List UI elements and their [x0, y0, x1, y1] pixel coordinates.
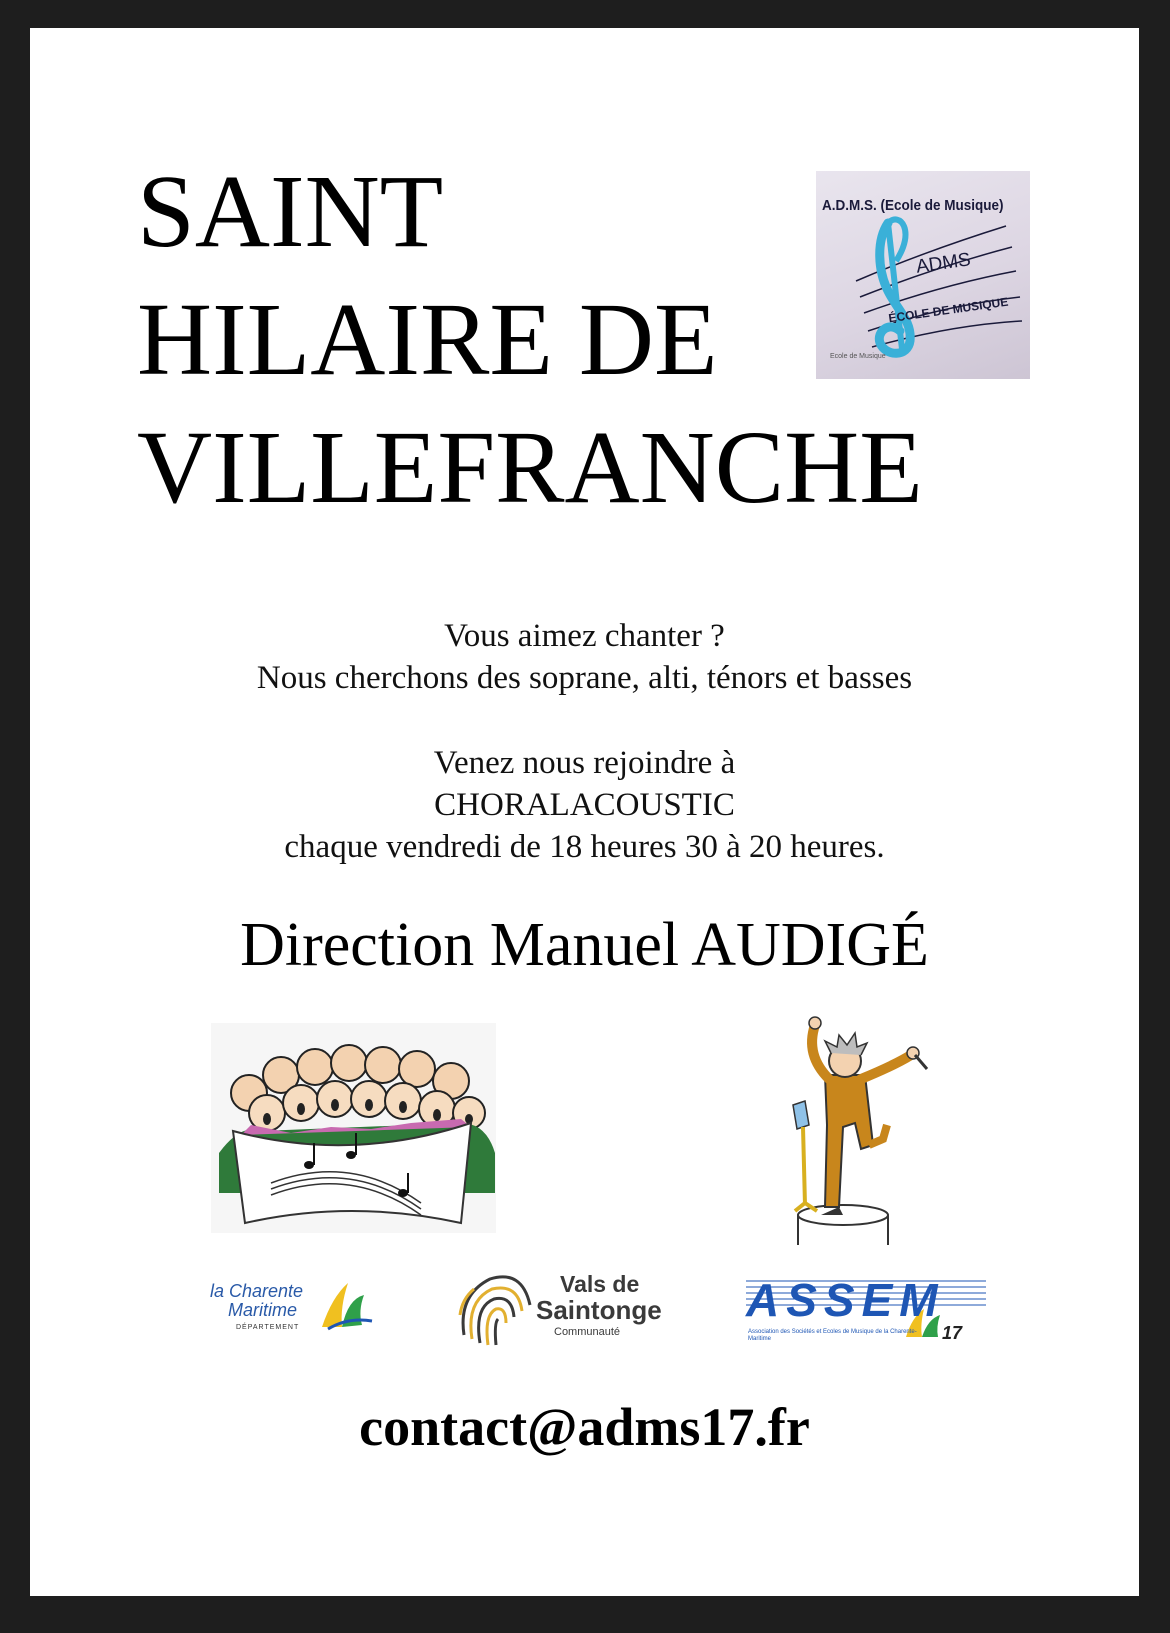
intro-line-2: Nous cherchons des soprane, alti, ténors et basses: [256, 660, 913, 696]
poster-page: [30, 28, 1139, 1596]
direction-text: Direction Manuel AUDIGÉ: [240, 911, 929, 979]
charente-maritime-logo: [210, 1273, 380, 1343]
poster-title: [137, 148, 923, 532]
invite-line-3: chaque vendredi de 18 heures 30 à 20 heures.: [284, 829, 885, 865]
assem-logo-subtitle: Association des Sociétés et Ecoles de Musique de la Charente-Maritime: [748, 1329, 917, 1342]
charente-logo-line-3: DÉPARTEMENT: [236, 1324, 300, 1331]
intro-text: [30, 615, 1139, 699]
charente-logo-line-2: Maritime: [228, 1300, 298, 1320]
title-line-2: HILAIRE DE: [137, 282, 718, 397]
vals-logo-line-2: Saintonge: [536, 1295, 662, 1325]
adms-logo-subtitle: ÉCOLE DE MUSIQUE: [887, 294, 1010, 326]
vals-logo-line-1: Vals de: [560, 1271, 640, 1297]
contact-email[interactable]: contact@adms17.fr: [359, 1397, 810, 1457]
title-line-1: SAINT: [137, 154, 444, 269]
invite-text: [30, 742, 1139, 868]
invite-line-2: CHORALACOUSTIC: [434, 787, 735, 823]
adms-logo-footer: Ecole de Musique: [830, 353, 886, 360]
invite-line-1: Venez nous rejoindre à: [433, 745, 736, 781]
assem-logo-number: 17: [942, 1323, 963, 1343]
adms-logo-top-text: A.D.M.S. (Ecole de Musique): [822, 197, 1004, 214]
fingerprint-icon: [454, 1265, 534, 1349]
conductor-illustration: [765, 1015, 935, 1245]
seagull-icon: [318, 1277, 374, 1333]
choir-illustration: [211, 1023, 496, 1233]
intro-line-1: Vous aimez chanter ?: [444, 618, 725, 654]
adms-logo: [816, 171, 1030, 379]
assem-logo-name: ASSEM: [746, 1274, 945, 1326]
charente-logo-line-1: la Charente: [210, 1281, 304, 1301]
vals-de-saintonge-logo: [454, 1265, 664, 1349]
title-line-3: VILLEFRANCHE: [137, 410, 923, 525]
assem-logo: [746, 1273, 996, 1353]
adms-logo-name: ADMS: [914, 249, 973, 278]
vals-logo-line-3: Communauté: [554, 1326, 621, 1338]
